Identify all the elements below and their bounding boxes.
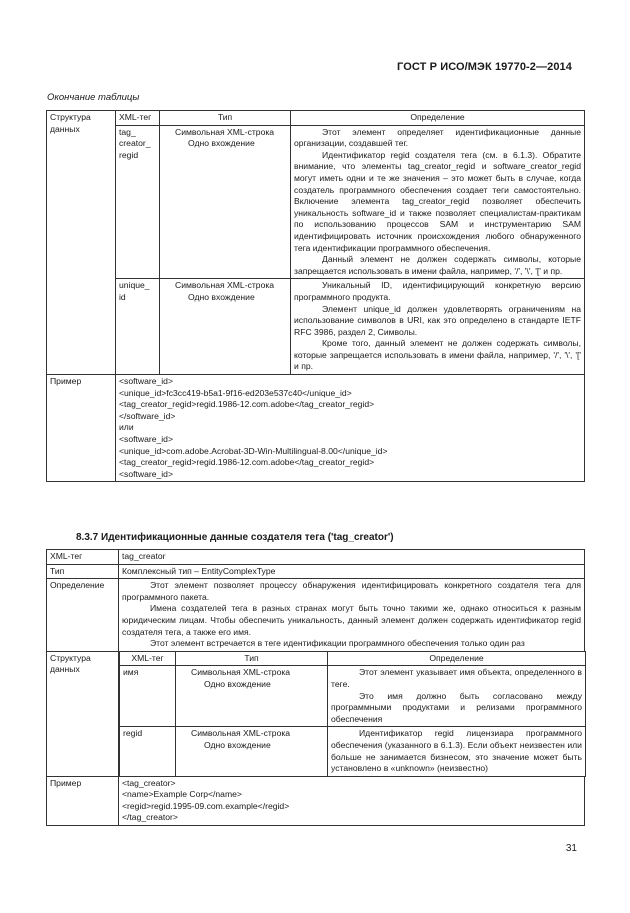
inner-header-row bbox=[120, 651, 586, 666]
definition-paragraph: Этот элемент определяет идентификационные данные организации, создавшей тег. bbox=[294, 126, 581, 149]
definition-paragraph: Это имя должно быть согласовано между программными продуктами и релизами программного обеспечения bbox=[331, 690, 582, 724]
type-text: Символьная XML-строка bbox=[175, 280, 275, 291]
nested-table-cell bbox=[119, 651, 585, 776]
type-text: Символьная XML-строка bbox=[191, 728, 291, 739]
occurrence-text: Одно вхождение bbox=[188, 138, 255, 149]
type-row bbox=[47, 564, 585, 579]
code-line: <tag_creator_regid>regid.1986-12.com.adobe</tag_creator_regid> bbox=[119, 399, 375, 410]
code-line: <unique_id>fc3cc419-b5a1-9f16-ed203e537c40</unique_id> bbox=[119, 387, 352, 398]
definition-paragraph: Этот элемент указывает имя объекта, определенного в теге. bbox=[331, 667, 582, 689]
xml-tag-label: XML-тег bbox=[47, 550, 119, 565]
example-label: Пример bbox=[47, 776, 119, 825]
example-row bbox=[47, 375, 585, 482]
type-cell bbox=[160, 125, 291, 279]
code-line: <regid>regid.1995-09.com.example</regid> bbox=[122, 800, 290, 811]
type-cell bbox=[176, 666, 328, 727]
definition-cell bbox=[328, 727, 586, 776]
structure-label: Структура данных bbox=[50, 112, 91, 134]
code-line: </tag_creator> bbox=[122, 812, 178, 823]
inner-col-header-definition: Определение bbox=[328, 651, 586, 666]
code-line: <tag_creator> bbox=[122, 777, 176, 788]
code-line: <name>Example Corp</name> bbox=[122, 789, 242, 800]
table-software-id-continued bbox=[46, 110, 585, 482]
code-line: <software_id> bbox=[119, 376, 173, 387]
code-line: или bbox=[119, 422, 134, 433]
definition-text bbox=[119, 579, 585, 652]
table-row bbox=[120, 666, 586, 727]
definition-cell bbox=[291, 279, 585, 375]
code-line: </software_id> bbox=[119, 410, 176, 421]
type-value: Комплексный тип – EntityComplexType bbox=[119, 564, 585, 579]
table-tag-creator bbox=[46, 549, 585, 826]
definition-row bbox=[47, 579, 585, 652]
code-line: <software_id> bbox=[119, 434, 173, 445]
col-header-xml: XML-тег bbox=[116, 111, 160, 126]
definition-paragraph: Идентификатор regid создателя тега (см. в 6.1.3). Обратите внимание, что элементы tag_creator_regid и software_creator_regid могут иметь одни и те же значения – это может быть в случае, когда создатель программного обеспечения создает теги самостоятельно. Включение элемента tag_creator_regid позволяет обеспечить уникальность software_id и также позволяет специалистам-практикам по использованию процессов SAM и инструментарию SAM идентифицировать источник происхождения любого обнаруженного тега идентификации программного обеспечения. bbox=[294, 149, 581, 253]
definition-paragraph: Элемент unique_id должен удовлетворять ограничениям на использование символов в URI, как это определено в стандарте IETF RFC 3986, раздел 2, Символы. bbox=[294, 303, 581, 337]
section-title: 8.3.7 Идентификационные данные создателя тега ('tag_creator') bbox=[76, 532, 394, 543]
col-header-definition: Определение bbox=[291, 111, 585, 126]
occurrence-text: Одно вхождение bbox=[188, 291, 255, 302]
definition-paragraph: Данный элемент не должен содержать символы, которые запрещается использовать в имени файла, например, '/', '\', '[' и пр. bbox=[294, 254, 581, 276]
definition-paragraph: Идентификатор regid лицензиара программного обеспечения (указанного в 6.1.3). Если объект неизвестен или больше не занимается бизнесом, это значение может быть установлено в «unknown» (неизвестно) bbox=[331, 728, 582, 774]
type-cell bbox=[160, 279, 291, 375]
code-line: <unique_id>com.adobe.Acrobat-3D-Win-Multilingual-8.00</unique_id> bbox=[119, 445, 388, 456]
structure-row bbox=[47, 651, 585, 776]
example-code bbox=[119, 776, 585, 825]
xml-tag-cell: имя bbox=[120, 666, 176, 727]
occurrence-text: Одно вхождение bbox=[204, 739, 271, 750]
xml-tag-value: tag_creator bbox=[119, 550, 585, 565]
table-continuation-note: Окончание таблицы bbox=[47, 92, 140, 103]
type-text: Символьная XML-строка bbox=[191, 667, 291, 678]
inner-col-header-xml: XML-тег bbox=[120, 651, 176, 666]
code-line: <software_id> bbox=[119, 468, 173, 479]
table-row bbox=[120, 727, 586, 776]
example-row bbox=[47, 776, 585, 825]
definition-paragraph: Этот элемент позволяет процессу обнаружения идентифицировать конкретного создателя тега для программного пакета. bbox=[122, 580, 581, 602]
type-label: Тип bbox=[47, 564, 119, 579]
standard-header: ГОСТ Р ИСО/МЭК 19770-2—2014 bbox=[397, 61, 572, 73]
definition-label: Определение bbox=[47, 579, 119, 652]
definition-paragraph: Уникальный ID, идентифицирующий конкретную версию программного продукта. bbox=[294, 280, 581, 302]
xml-tag-cell: unique_ id bbox=[116, 279, 160, 375]
table-row bbox=[47, 125, 585, 279]
xml-tag-cell: tag_ creator_ regid bbox=[116, 125, 160, 279]
xml-tag-cell: regid bbox=[120, 727, 176, 776]
type-text: Символьная XML-строка bbox=[175, 126, 275, 137]
example-label: Пример bbox=[47, 375, 116, 482]
table-row bbox=[47, 279, 585, 375]
example-code bbox=[116, 375, 585, 482]
structure-label: Структура данных bbox=[47, 651, 119, 776]
definition-paragraph: Кроме того, данный элемент не должен содержать символы, которые запрещается использовать в имени файла, например, '/', '\', '[' и пр. bbox=[294, 338, 581, 372]
xml-tag-row bbox=[47, 550, 585, 565]
type-cell bbox=[176, 727, 328, 776]
structure-label-cell bbox=[47, 111, 116, 375]
definition-paragraph: Этот элемент встречается в теге идентификации программного обеспечения только один раз bbox=[150, 638, 525, 649]
definition-cell bbox=[291, 125, 585, 279]
inner-col-header-type: Тип bbox=[176, 651, 328, 666]
definition-cell bbox=[328, 666, 586, 727]
code-line: <tag_creator_regid>regid.1986-12.com.adobe</tag_creator_regid> bbox=[119, 457, 375, 468]
col-header-type: Тип bbox=[160, 111, 291, 126]
nested-structure-table bbox=[119, 651, 586, 777]
definition-paragraph: Имена создателей тега в разных странах могут быть точно такими же, однако относиться к разным юридическим лицам. Чтобы обеспечить уникальность, данный элемент должен содержать идентификатор regid создателя тега, а также его имя. bbox=[122, 603, 581, 637]
occurrence-text: Одно вхождение bbox=[204, 678, 271, 689]
table1-header-row bbox=[47, 111, 585, 126]
page-number: 31 bbox=[565, 843, 577, 854]
